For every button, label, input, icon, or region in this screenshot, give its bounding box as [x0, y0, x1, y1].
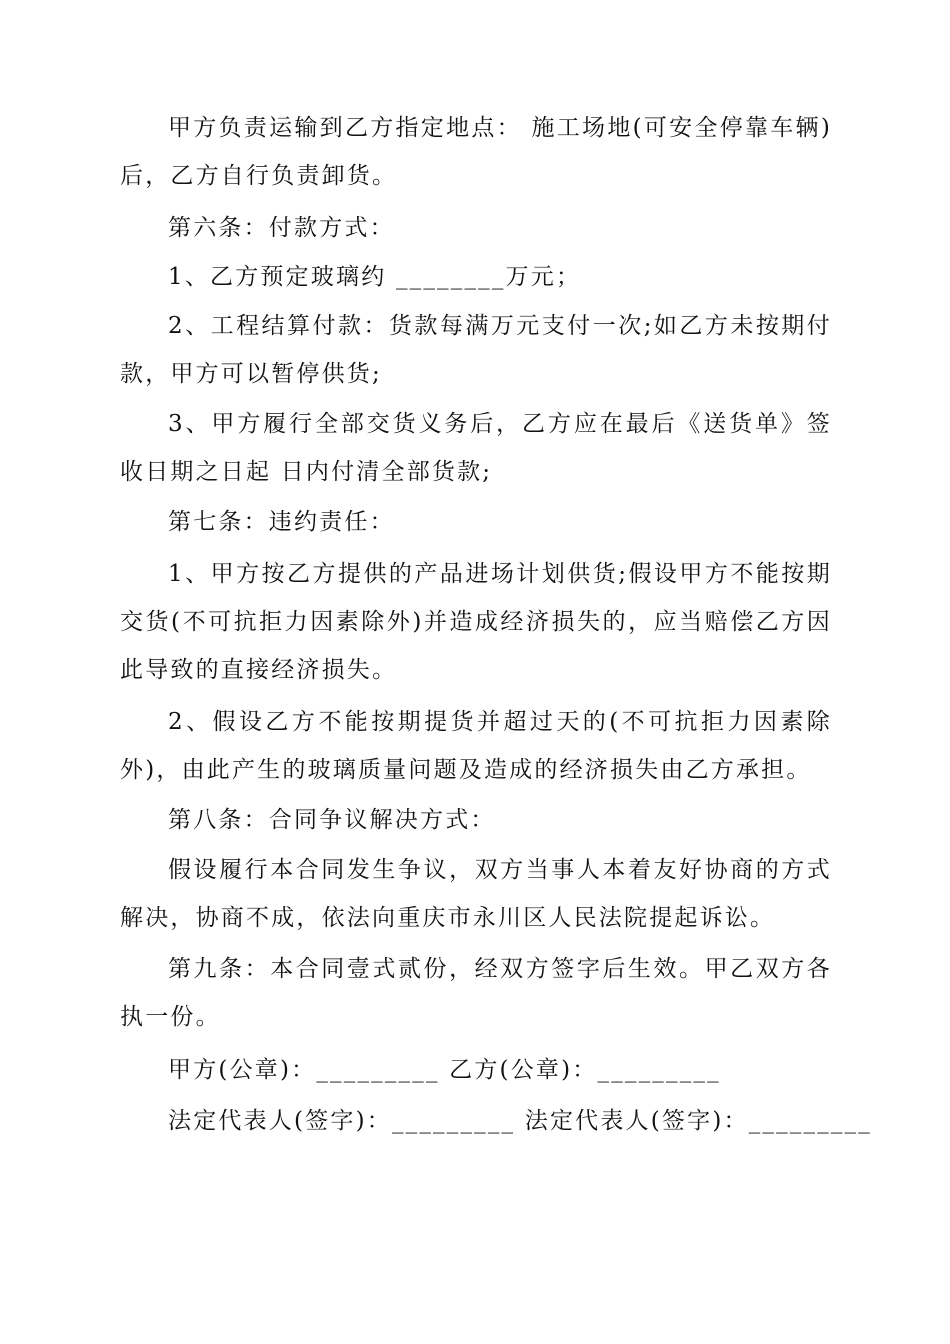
article-7-heading: 第七条：违约责任：	[168, 509, 395, 535]
seal-signature-line: 甲方(公章)：_________ 乙方(公章)：_________	[168, 1057, 721, 1083]
payment-clause-1: 1、乙方预定玻璃约 ________万元；	[168, 264, 582, 290]
dispute-clause: 假设履行本合同发生争议，双方当事人本着友好协商的方式解决，协商不成，依法向重庆市永川区人民法院提起诉讼。	[120, 857, 832, 931]
liability-clause-1: 1、甲方按乙方提供的产品进场计划供货;假设甲方不能按期交货(不可抗拒力因素除外)并造成经济损失的，应当赔偿乙方因此导致的直接经济损失。	[120, 561, 832, 683]
article-9-clause: 第九条：本合同壹式贰份，经双方签字后生效。甲乙双方各执一份。	[120, 956, 832, 1030]
payment-clause-2: 2、工程结算付款：货款每满万元支付一次;如乙方未按期付款，甲方可以暂停供货;	[120, 313, 832, 387]
article-6-heading: 第六条：付款方式：	[168, 215, 395, 241]
paragraph-delivery: 甲方负责运输到乙方指定地点： 施工场地(可安全停靠车辆)后，乙方自行负责卸货。	[120, 115, 832, 189]
representative-signature-line: 法定代表人(签字)：_________ 法定代表人(签字)：_________	[168, 1108, 873, 1134]
article-8-heading: 第八条：合同争议解决方式：	[168, 807, 496, 833]
payment-clause-3: 3、甲方履行全部交货义务后，乙方应在最后《送货单》签收日期之日起 日内付清全部货款;	[120, 411, 832, 485]
liability-clause-2: 2、假设乙方不能按期提货并超过天的(不可抗拒力因素除外)，由此产生的玻璃质量问题及造成的经济损失由乙方承担。	[120, 709, 832, 783]
